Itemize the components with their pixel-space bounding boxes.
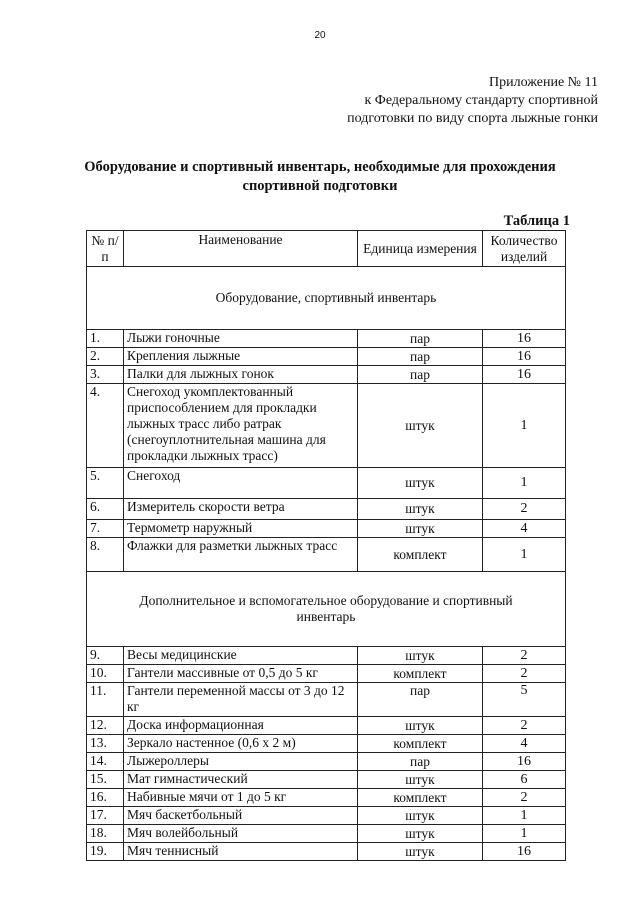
- appendix-header: [268, 74, 598, 128]
- row-quantity: 1: [483, 384, 566, 468]
- row-number: 8.: [87, 538, 124, 572]
- row-number: 3.: [87, 366, 124, 384]
- row-name: Палки для лыжных гонок: [124, 366, 358, 384]
- header-unit: Единица измерения: [358, 231, 483, 267]
- row-name: Мяч теннисный: [124, 843, 358, 861]
- header-number: № п/п: [87, 231, 124, 267]
- row-quantity: 16: [483, 366, 566, 384]
- row-number: 18.: [87, 825, 124, 843]
- header-name: Наименование: [124, 231, 358, 267]
- row-number: 13.: [87, 735, 124, 753]
- table-row: [87, 825, 566, 843]
- row-name: Лыжероллеры: [124, 753, 358, 771]
- row-number: 7.: [87, 520, 124, 538]
- row-unit: штук: [358, 825, 483, 843]
- row-quantity: 2: [483, 717, 566, 735]
- row-quantity: 6: [483, 771, 566, 789]
- row-unit: штук: [358, 771, 483, 789]
- row-unit: комплект: [358, 665, 483, 683]
- row-unit: комплект: [358, 789, 483, 807]
- table-row: [87, 384, 566, 468]
- table-row: [87, 735, 566, 753]
- row-quantity: 1: [483, 468, 566, 499]
- table-row: [87, 366, 566, 384]
- row-number: 9.: [87, 647, 124, 665]
- row-name: Измеритель скорости ветра: [124, 499, 358, 520]
- row-quantity: 2: [483, 647, 566, 665]
- table-row: [87, 771, 566, 789]
- row-number: 19.: [87, 843, 124, 861]
- title-line-2: спортивной подготовки: [242, 178, 398, 194]
- equipment-table: [86, 230, 566, 861]
- table-caption: Таблица 1: [503, 213, 570, 229]
- row-unit: штук: [358, 843, 483, 861]
- appendix-line-3: подготовки по виду спорта лыжные гонки: [347, 111, 598, 126]
- row-unit: пар: [358, 683, 483, 717]
- row-unit: пар: [358, 753, 483, 771]
- table-row: [87, 665, 566, 683]
- row-number: 16.: [87, 789, 124, 807]
- appendix-line-2: к Федеральному стандарту спортивной: [364, 93, 598, 108]
- row-name: Гантели переменной массы от 3 до 12 кг: [124, 683, 358, 717]
- row-name: Мяч волейбольный: [124, 825, 358, 843]
- title-line-1: Оборудование и спортивный инвентарь, необходимые для прохождения: [84, 159, 556, 175]
- table-row: [87, 348, 566, 366]
- row-unit: штук: [358, 520, 483, 538]
- row-name: Гантели массивные от 0,5 до 5 кг: [124, 665, 358, 683]
- table-row: [87, 753, 566, 771]
- row-name: Набивные мячи от 1 до 5 кг: [124, 789, 358, 807]
- row-name: Термометр наружный: [124, 520, 358, 538]
- row-quantity: 2: [483, 665, 566, 683]
- row-name: Лыжи гоночные: [124, 330, 358, 348]
- section-title-equipment: Оборудование, спортивный инвентарь: [87, 267, 566, 330]
- row-name: Мат гимнастический: [124, 771, 358, 789]
- table-row: [87, 520, 566, 538]
- row-name: Весы медицинские: [124, 647, 358, 665]
- row-quantity: 16: [483, 843, 566, 861]
- row-number: 1.: [87, 330, 124, 348]
- row-unit: комплект: [358, 538, 483, 572]
- row-number: 17.: [87, 807, 124, 825]
- row-number: 14.: [87, 753, 124, 771]
- section-row: [87, 572, 566, 647]
- section-row: [87, 267, 566, 330]
- row-number: 4.: [87, 384, 124, 468]
- table-row: [87, 538, 566, 572]
- row-quantity: 16: [483, 348, 566, 366]
- row-number: 15.: [87, 771, 124, 789]
- row-unit: штук: [358, 647, 483, 665]
- row-unit: комплект: [358, 735, 483, 753]
- row-name: Доска информационная: [124, 717, 358, 735]
- section-title-auxiliary: Дополнительное и вспомогательное оборудование и спортивный инвентарь: [87, 572, 566, 647]
- row-name: Зеркало настенное (0,6 х 2 м): [124, 735, 358, 753]
- row-name: Снегоход: [124, 468, 358, 499]
- row-unit: пар: [358, 330, 483, 348]
- page-number: 20: [314, 30, 326, 41]
- row-unit: штук: [358, 384, 483, 468]
- row-quantity: 4: [483, 735, 566, 753]
- row-quantity: 4: [483, 520, 566, 538]
- table-row: [87, 330, 566, 348]
- row-unit: штук: [358, 499, 483, 520]
- row-number: 12.: [87, 717, 124, 735]
- table-row: [87, 468, 566, 499]
- row-unit: пар: [358, 348, 483, 366]
- row-name: Мяч баскетбольный: [124, 807, 358, 825]
- row-quantity: 16: [483, 753, 566, 771]
- row-number: 2.: [87, 348, 124, 366]
- row-unit: штук: [358, 717, 483, 735]
- table-row: [87, 843, 566, 861]
- row-quantity: 2: [483, 499, 566, 520]
- row-unit: штук: [358, 468, 483, 499]
- table-row: [87, 807, 566, 825]
- row-unit: пар: [358, 366, 483, 384]
- row-name: Снегоход укомплектованный приспособлением для прокладки лыжных трасс либо ратрак (снегоуплотнительная машина для прокладки лыжных трасс): [124, 384, 358, 468]
- row-number: 10.: [87, 665, 124, 683]
- row-number: 11.: [87, 683, 124, 717]
- row-quantity: 2: [483, 789, 566, 807]
- table-header-row: [87, 231, 566, 267]
- row-name: Флажки для разметки лыжных трасс: [124, 538, 358, 572]
- row-number: 5.: [87, 468, 124, 499]
- row-name: Крепления лыжные: [124, 348, 358, 366]
- row-quantity: 16: [483, 330, 566, 348]
- table-row: [87, 647, 566, 665]
- row-quantity: 1: [483, 538, 566, 572]
- table-row: [87, 789, 566, 807]
- document-title: [60, 158, 580, 196]
- table-row: [87, 683, 566, 717]
- table-row: [87, 717, 566, 735]
- row-quantity: 5: [483, 683, 566, 717]
- table-row: [87, 499, 566, 520]
- row-unit: штук: [358, 807, 483, 825]
- header-quantity: Количество изделий: [483, 231, 566, 267]
- row-quantity: 1: [483, 825, 566, 843]
- row-number: 6.: [87, 499, 124, 520]
- appendix-line-1: Приложение № 11: [489, 75, 598, 90]
- row-quantity: 1: [483, 807, 566, 825]
